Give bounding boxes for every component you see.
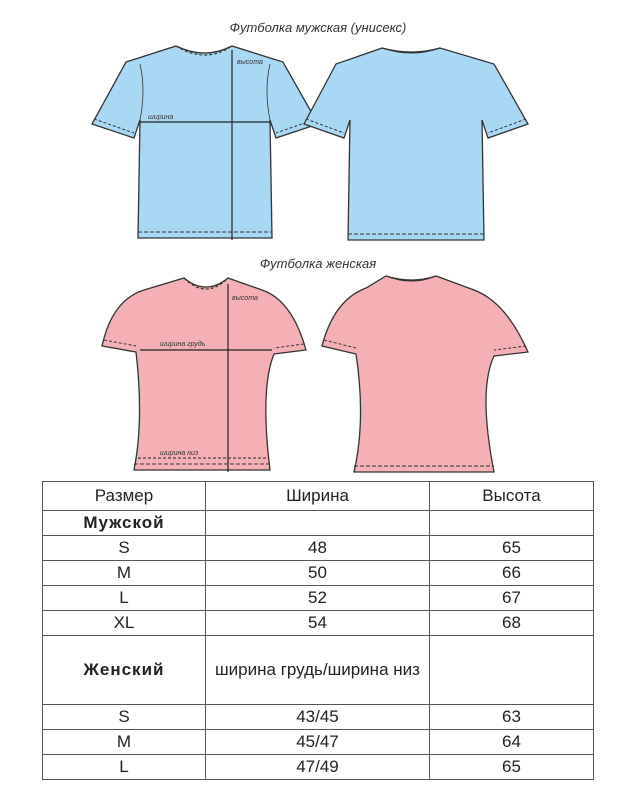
table-row [43,730,594,755]
women-tshirt-front [102,278,306,472]
width-cell: 48 [206,536,430,561]
width-cell: 54 [206,611,430,636]
men-section-label: Мужской [43,511,206,536]
men-height-label: высота [237,59,263,66]
size-cell: S [43,705,206,730]
width-cell: 47/49 [206,755,430,780]
women-width-header: ширина грудь/ширина низ [206,636,430,705]
table-row [43,705,594,730]
table-row [43,755,594,780]
size-cell: M [43,730,206,755]
women-height-label: высота [232,295,258,302]
height-cell: 63 [430,705,594,730]
size-cell: L [43,586,206,611]
width-cell: 45/47 [206,730,430,755]
width-cell: 50 [206,561,430,586]
table-row [43,586,594,611]
height-cell: 68 [430,611,594,636]
size-cell: M [43,561,206,586]
women-tshirt-heading: Футболка женская [259,256,377,271]
table-row [43,561,594,586]
men-back-body [304,48,528,240]
table-row [43,536,594,561]
men-section-row [43,511,594,536]
size-cell: L [43,755,206,780]
header-width: Ширина [206,482,430,511]
women-front-body [102,278,306,470]
men-tshirt-heading: Футболка мужская (унисекс) [229,20,407,35]
table-row [43,611,594,636]
height-cell: 65 [430,755,594,780]
size-cell: S [43,536,206,561]
header-height: Высота [430,482,594,511]
women-chest-label: ширина грудь [160,341,206,348]
header-size: Размер [43,482,206,511]
table-header-row [43,482,594,511]
width-cell: 43/45 [206,705,430,730]
women-section-row [43,636,594,705]
height-cell: 67 [430,586,594,611]
men-tshirt-front [92,46,318,240]
women-bottom-label: ширина низ [160,450,199,457]
height-cell: 66 [430,561,594,586]
women-tshirt-back [322,276,528,472]
women-section-label: Женский [43,636,206,705]
men-width-label: ширина [148,114,174,121]
height-cell: 64 [430,730,594,755]
width-cell: 52 [206,586,430,611]
size-cell: XL [43,611,206,636]
height-cell: 65 [430,536,594,561]
men-tshirt-back [304,48,528,240]
size-table [42,481,594,780]
women-back-body [322,276,528,472]
men-front-body [92,46,318,238]
